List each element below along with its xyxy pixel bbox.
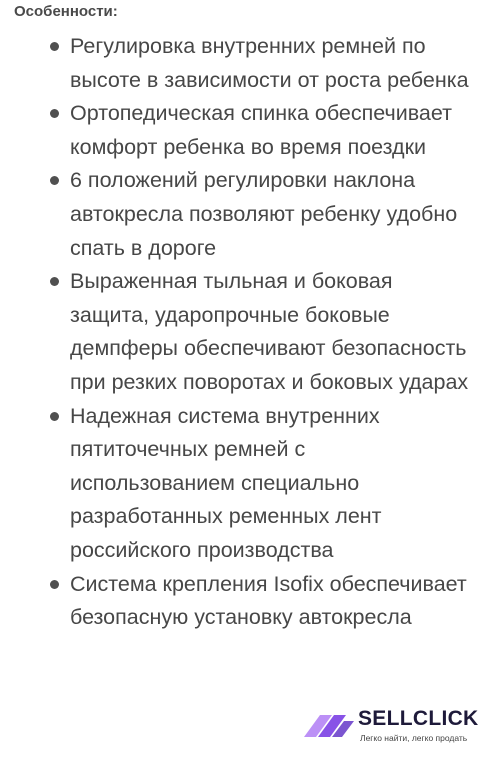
feature-text: Надежная система внутренних пятиточечных ремней с использованием специально разработанных ременных лент российского производства	[70, 403, 382, 562]
feature-text: Выраженная тыльная и боковая защита, ударопрочные боковые демпферы обеспечивают безопасность при резких поворотах и боковых ударах	[70, 269, 469, 394]
feature-text: 6 положений регулировки наклона автокресла позволяют ребенку удобно спать в дороге	[70, 168, 458, 260]
feature-text: Регулировка внутренних ремней по высоте в зависимости от роста ребенка	[70, 34, 469, 92]
section-title: Особенности:	[14, 3, 118, 20]
feature-text: Ортопедическая спинка обеспечивает комфорт ребенка во время поездки	[70, 101, 452, 159]
sellclick-logo-icon	[300, 707, 358, 743]
features-list	[0, 30, 489, 635]
bullet-icon	[50, 580, 59, 589]
bullet-icon	[50, 109, 59, 118]
bullet-icon	[50, 277, 59, 286]
watermark-brand: SELLCLICK	[358, 707, 479, 730]
bullet-icon	[50, 176, 59, 185]
list-item	[0, 265, 489, 399]
list-item	[0, 164, 489, 265]
list-item	[0, 400, 489, 568]
sellclick-watermark	[300, 703, 480, 749]
feature-text: Система крепления Isofix обеспечивает безопасную установку автокресла	[70, 571, 467, 630]
watermark-tagline: Легко найти, легко продать	[360, 733, 468, 743]
list-item	[0, 97, 489, 164]
bullet-icon	[50, 412, 59, 421]
list-item	[0, 30, 489, 97]
list-item	[0, 568, 489, 635]
bullet-icon	[50, 42, 59, 51]
